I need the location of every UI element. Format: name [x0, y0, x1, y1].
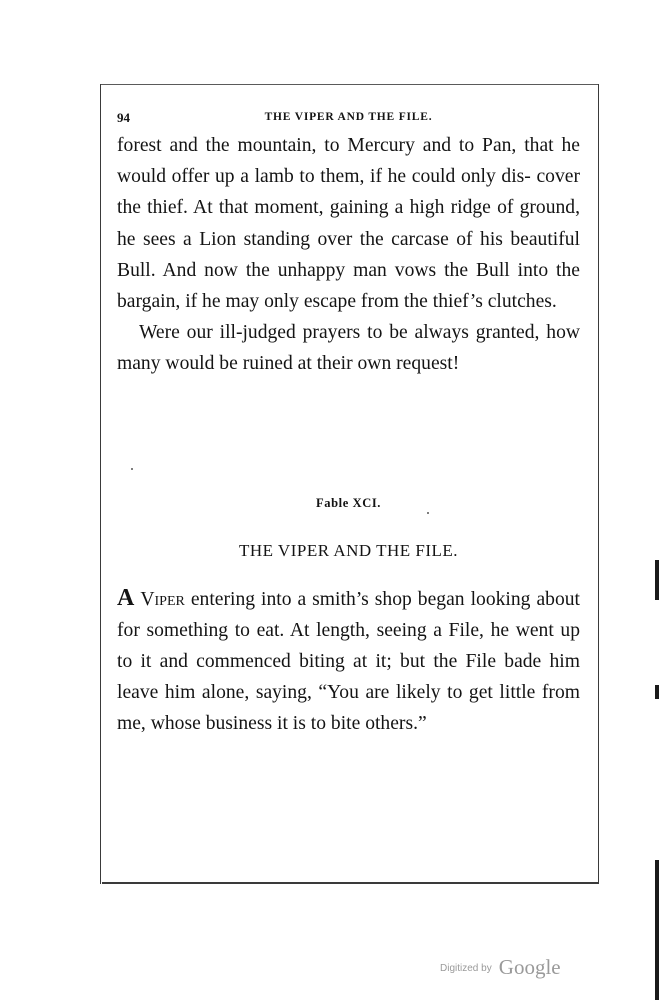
scan-edge-mark [655, 560, 659, 600]
text-line: forest and the mountain, to Mercury and to Pan, that [117, 135, 554, 156]
fable-number: Fable XCI. [315, 495, 382, 510]
text-line: cover the thief. At that moment, gaining a high ridge [117, 166, 580, 219]
moral-paragraph [117, 317, 580, 379]
text-line: he went up to it and commenced biting at it; but [117, 619, 580, 673]
text-line: the thief’s clutches. [403, 291, 557, 313]
page-header [117, 100, 580, 130]
page-number: 94 [117, 110, 130, 125]
text-line: the File bade him leave him alone, saying, “You are [117, 651, 580, 704]
digitizer-watermark [440, 955, 561, 980]
text-line: of ground, he sees a Lion standing over the carcase of [117, 197, 581, 250]
text-line: about for something to eat. At length, seeing a File, [117, 588, 580, 641]
scan-edge-mark [655, 860, 659, 1000]
drop-cap: A [117, 584, 135, 611]
google-logo: Google [498, 955, 561, 979]
text-line: the Bull into the bargain, if he may only escape from [117, 259, 580, 313]
text-line: entering into a smith’s shop began looking [184, 588, 531, 610]
book-page [117, 100, 580, 740]
page-frame-left-rule [100, 84, 101, 884]
moral-line: Were our ill-judged prayers to be always granted, [139, 322, 540, 344]
digitized-by-label: Digitized by [440, 963, 492, 974]
text-line: likely to get little from me, whose business it is to bite [117, 682, 580, 735]
text-line: he would offer up a lamb to them, if he could only dis- [117, 135, 580, 188]
fable-body [117, 583, 580, 740]
scan-edge-mark [655, 685, 659, 699]
text-line: others.” [365, 713, 427, 735]
text-line: his beautiful Bull. And now the unhappy man vows [117, 228, 580, 281]
fable-title: THE VIPER AND THE FILE. [238, 540, 459, 560]
running-title: THE VIPER AND THE FILE. [264, 111, 433, 123]
moral-line: how many would be ruined at their own request! [117, 322, 581, 375]
page-frame-top-rule [100, 84, 599, 85]
continued-fable-text [117, 130, 580, 380]
page-frame-right-rule [598, 84, 599, 884]
first-word: Viper [140, 588, 185, 610]
page-frame-bottom-rule [102, 882, 599, 884]
